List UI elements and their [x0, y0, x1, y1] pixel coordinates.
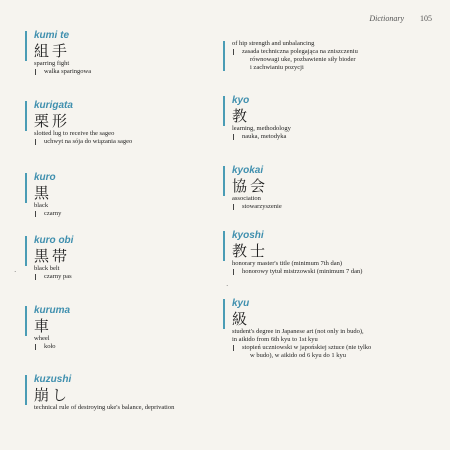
entry-polish-text: w budo), w aikido od 6 kyu do 1 kyu [250, 352, 347, 359]
entry-kanji: 崩し [34, 386, 71, 404]
entry-polish-text: honorowy tytuł mistrzowski (minimum 7 dan) [242, 268, 363, 275]
entry-kanji: 栗形 [34, 112, 71, 130]
entry-kanji: 教士 [232, 242, 269, 260]
entry-kuzushi [34, 374, 212, 412]
entry-headword: kyu [232, 298, 250, 309]
entry-accent-bar [25, 306, 27, 336]
entry-headword: kyo [232, 95, 250, 106]
entry-kanji: 級 [232, 310, 251, 328]
entry-accent-bar [25, 31, 27, 61]
entry-kanji: 黒帯 [34, 247, 71, 265]
entry-polish [232, 133, 428, 141]
entry-headword: kyoshi [232, 230, 264, 241]
entry-english: black belt [34, 265, 60, 272]
entry-kanji: 車 [34, 317, 53, 335]
entry-polish-text: równowagi uke, pozbawienie siły bioder [250, 56, 356, 63]
polish-marker [233, 269, 234, 275]
entry-polish-text: stopień uczniowski w japońskiej sztuce (nie tylko [242, 344, 372, 351]
entry-accent-bar [223, 96, 225, 126]
entry-kumi-te [34, 30, 212, 76]
entry-polish-text: koło [44, 343, 56, 350]
entry-polish [34, 68, 212, 76]
entry-polish-text: stowarzyszenie [242, 203, 282, 210]
entry-polish-text: zasada techniczna polegająca na zniszczeniu [242, 48, 358, 55]
entry-kuro-obi [34, 235, 212, 281]
polish-marker [35, 211, 36, 217]
polish-marker [35, 69, 36, 75]
entry-polish [232, 64, 428, 72]
entry-english: association [232, 195, 261, 202]
polish-marker [233, 134, 234, 140]
entry-polish-text: uchwyt na sója do wiązania sageo [44, 138, 133, 145]
entry-polish [232, 344, 428, 352]
entry-english: learning, methodology [232, 125, 291, 132]
entry-polish [232, 268, 428, 276]
entry-kanji: 協会 [232, 177, 269, 195]
entry-headword: kyokai [232, 165, 264, 176]
entry-headword: kumi te [34, 30, 70, 41]
entry-polish-text: nauka, metodyka [242, 133, 287, 140]
entry-kanji: 組手 [34, 42, 71, 60]
entry-polish [34, 343, 212, 351]
entry-english: in aikido from 6th kyu to 1st kyu [232, 336, 318, 343]
entry-headword: kuzushi [34, 374, 72, 385]
entry-polish [34, 210, 212, 218]
entry-kurigata [34, 100, 212, 146]
entry-kyokai [232, 165, 428, 211]
entry-english: slotted lug to receive the sageo [34, 130, 115, 137]
entry-polish [232, 352, 428, 360]
entry-kanji: 教 [232, 107, 251, 125]
continuation-entry [232, 40, 428, 72]
polish-marker [35, 139, 36, 145]
running-head-title: Dictionary [369, 14, 404, 23]
entry-english: black [34, 202, 49, 209]
entry-accent-bar [25, 375, 27, 405]
entry-accent-bar [223, 231, 225, 261]
entry-polish-text: czarny pas [44, 273, 72, 280]
entry-accent-bar [223, 166, 225, 196]
polish-marker [233, 345, 234, 351]
entry-accent-bar [25, 236, 27, 266]
entry-headword: kuruma [34, 305, 71, 316]
entry-polish [232, 56, 428, 64]
entry-english: wheel [34, 335, 50, 342]
entry-english: student's degree in Japanese art (not only in budo), [232, 328, 364, 335]
entry-headword: kurigata [34, 100, 73, 111]
entry-english: honorary master's title (minimum 7th dan) [232, 260, 343, 267]
entry-polish [34, 138, 212, 146]
entry-polish-text: czarny [44, 210, 62, 217]
entry-kyo [232, 95, 428, 141]
entry-accent-bar [223, 299, 225, 329]
entry-english: sparring fight [34, 60, 70, 67]
entry-polish [34, 273, 212, 281]
running-head [369, 14, 432, 23]
entry-headword: kuro obi [34, 235, 74, 246]
entry-kuro [34, 172, 212, 218]
entry-kyoshi [232, 230, 428, 276]
entry-kyu [232, 298, 428, 360]
polish-marker [233, 49, 234, 55]
entry-headword: kuro [34, 172, 56, 183]
polish-marker [35, 274, 36, 280]
entry-polish [232, 203, 428, 211]
margin-mark: · [14, 268, 17, 276]
entry-polish-text: walka sparingowa [44, 68, 92, 75]
entry-kuruma [34, 305, 212, 351]
entry-english: technical rule of destroying uke's balance, deprivation [34, 404, 175, 411]
polish-marker [35, 344, 36, 350]
entry-accent-bar [25, 173, 27, 203]
entry-polish [232, 48, 428, 56]
entry-accent-bar [223, 41, 225, 71]
polish-marker [233, 204, 234, 210]
entry-polish-text: i zachwianiu pozycji [250, 64, 304, 71]
gutter-mark: · [226, 282, 229, 290]
page-number: 105 [420, 14, 432, 23]
entry-english: of hip strength and unbalancing [232, 40, 315, 47]
entry-accent-bar [25, 101, 27, 131]
entry-kanji: 黒 [34, 184, 53, 202]
